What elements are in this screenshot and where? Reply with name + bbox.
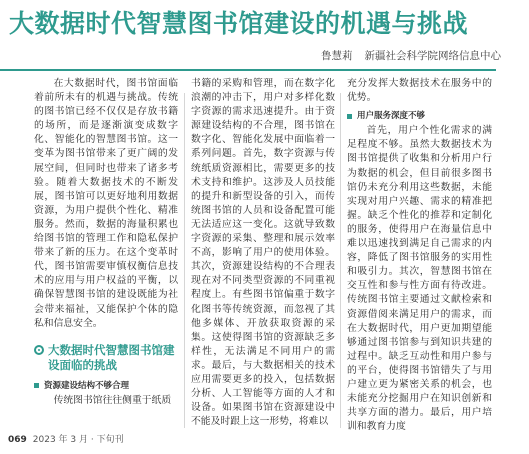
- column-separator: [184, 93, 185, 428]
- section-heading: [34, 343, 178, 373]
- body-paragraph: 首先，用户个性化需求的满足程度不够。虽然大数据技术为图书馆提供了收集和分析用户行为数据的机会，但目前很多图书馆仍未充分利用这些数据，未能实现对用户兴趣、需求的精准把握。缺乏个性化的推荐和定制化的服务，使得用户在海量信息中难以迅速找到满足自己需求的内容，降低了图书馆服务的实用性和吸引力。其次，智慧图书馆在交互性和参与性方面有待改进。传统图书馆主要通过文献检索和资源借阅来满足用户的需求，而在大数据时代，用户更加期望能够通过图书馆参与到知识共建的过程中。缺乏互动性和用户参与的平台，使得图书馆错失了与用户建立更为紧密关系的机会，也未能充分挖掘用户在知识创新和共享方面的潜力。最后，用户培训和教育力度: [347, 125, 492, 433]
- issue-info: 2023 年 3 月 · 下旬刊: [32, 435, 124, 445]
- body-paragraph: 书籍的采购和管理，而在数字化浪潮的冲击下，用户对多样化数字资源的需求迅速提升。由于资源建设结构的不合理，图书馆在数字化、智能化发展中面临着一系列问题。首先，数字资源与传统纸质资源相比，需要更多的技术支持和维护。这涉及人员技能的提升和新型设备的引入，而传统图书馆的人员和设备配置可能无法适应这一变化。这就导致数字资源的采集、整理和展示效率不高，影响了用户的使用体验。其次，资源建设结构的不合理表现在对不同类型资源的不同重视程度上。有些图书馆偏重于数字化图书等传统资源，而忽视了其他多媒体、开放获取资源的采集。这使得图书馆的资源缺乏多样性，无法满足不同用户的需求。最后，与大数据相关的技术应用需要更多的投入，包括数据分析、人工智能等方面的人才和设备。如果图书馆在资源建设中不能及时跟上这一形势，将难以: [191, 78, 335, 428]
- subsection-heading: [347, 109, 492, 123]
- byline: [317, 48, 501, 63]
- body-paragraph: 传统图书馆往往侧重于纸质: [53, 394, 172, 406]
- subsection-heading: [34, 379, 178, 393]
- page-number: 069: [8, 435, 27, 445]
- target-icon: [34, 345, 44, 355]
- column-separator: [340, 93, 341, 428]
- body-paragraph: 充分发挥大数据技术在服务中的优势。: [347, 78, 492, 104]
- title-divider: [0, 69, 496, 71]
- author-affiliation: 新疆社会科学院网络信息中心: [364, 50, 501, 62]
- body-paragraph: 在大数据时代，图书馆面临着前所未有的机遇与挑战。传统的图书馆已经不仅仅是存放书籍的场所，而是逐渐演变成数字化、智能化的智慧图书馆。这一变革为图书馆带来了更广阔的发展空间，但同时也带来了诸多考验。随着大数据技术的不断发展，图书馆可以更好地利用数据资源，为用户提供个性化、精准服务。然而，数据的海量积累也给图书馆的管理工作和隐私保护带来了新的压力。在这个变革时代，图书馆需要审慎权衡信息技术的应用与用户权益的平衡，以确保智慧图书馆的建设既能为社会带来福祉，又能保护个体的隐私和信息安全。: [34, 78, 178, 329]
- text-column-2: [191, 77, 335, 437]
- square-bullet-icon: [34, 383, 39, 388]
- section-heading-text: 大数据时代智慧图书馆建设面临的挑战: [48, 342, 175, 372]
- article-title: 大数据时代智慧图书馆建设的机遇与挑战: [9, 9, 469, 38]
- subsection-heading-text: 资源建设结构不够合理: [44, 380, 130, 391]
- author-name: 鲁慧莉: [321, 50, 353, 62]
- square-bullet-icon: [347, 114, 352, 119]
- subsection-heading-text: 用户服务深度不够: [357, 111, 426, 122]
- page-footer: [8, 432, 124, 445]
- text-column-1: [34, 77, 178, 437]
- text-column-3: [347, 77, 492, 437]
